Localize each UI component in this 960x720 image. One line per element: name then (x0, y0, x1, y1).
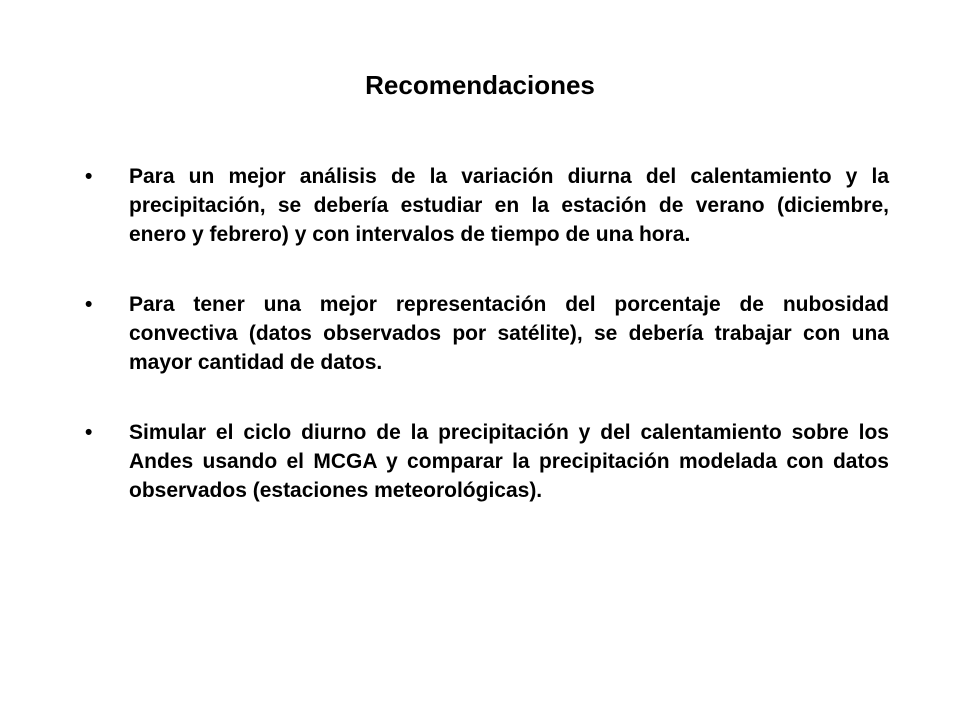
bullet-dot-icon: • (85, 421, 93, 444)
bullet-text: Simular el ciclo diurno de la precipitación y del calentamiento sobre los Andes usando el MCGA y comparar la precipitación modelada con datos observados (estaciones meteorológicas). (129, 421, 889, 502)
bullet-text: Para tener una mejor representación del porcentaje de nubosidad convectiva (datos observados por satélite), se debería trabajar con una mayor cantidad de datos. (129, 293, 889, 374)
bullet-text: Para un mejor análisis de la variación diurna del calentamiento y la precipitación, se debería estudiar en la estación de verano (diciembre, enero y febrero) y con intervalos de tiempo de una hora. (129, 165, 889, 246)
recommendations-list (85, 162, 889, 546)
bullet-item (85, 418, 889, 505)
bullet-dot-icon: • (85, 165, 93, 188)
slide-title: Recomendaciones (365, 70, 595, 100)
bullet-dot-icon: • (85, 293, 93, 316)
bullet-item (85, 290, 889, 377)
bullet-item (85, 162, 889, 249)
